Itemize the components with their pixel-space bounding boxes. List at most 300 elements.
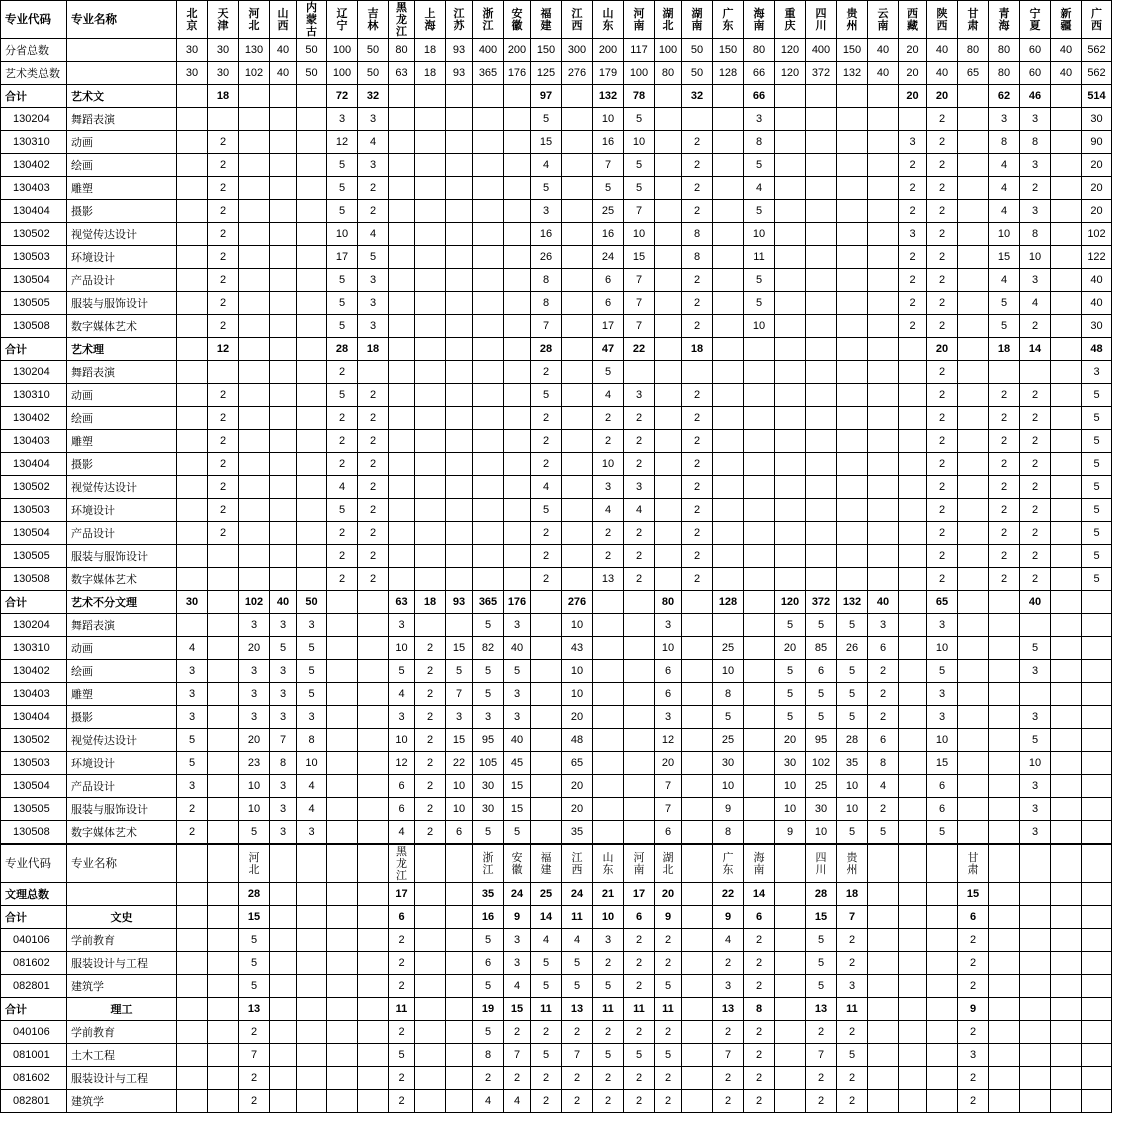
cell: 28 <box>531 338 562 361</box>
cell: 2 <box>958 952 989 975</box>
row-code: 130504 <box>1 522 67 545</box>
row-major-name: 数字媒体艺术 <box>67 821 177 844</box>
cell: 2 <box>989 568 1020 591</box>
cell <box>504 315 531 338</box>
row-code: 130508 <box>1 821 67 844</box>
cell: 8 <box>1020 223 1051 246</box>
cell: 132 <box>837 591 868 614</box>
cell-empty <box>1051 906 1082 929</box>
row-code: 130402 <box>1 660 67 683</box>
cell: 5 <box>531 177 562 200</box>
cell <box>744 614 775 637</box>
cell <box>899 108 927 131</box>
cell <box>562 154 593 177</box>
cell <box>624 752 655 775</box>
cell: 4 <box>389 683 415 706</box>
cell <box>1082 637 1112 660</box>
cell <box>837 476 868 499</box>
cell: 6 <box>927 798 958 821</box>
cell: 32 <box>682 85 713 108</box>
cell <box>389 154 415 177</box>
cell <box>899 752 927 775</box>
cell <box>775 200 806 223</box>
cell: 2 <box>531 545 562 568</box>
cell: 6 <box>593 292 624 315</box>
cell: 2 <box>389 1067 415 1090</box>
cell: 2 <box>208 476 239 499</box>
cell-empty <box>177 975 208 998</box>
cell <box>358 660 389 683</box>
cell: 2 <box>531 361 562 384</box>
cell <box>958 591 989 614</box>
cell <box>868 269 899 292</box>
cell: 2 <box>682 407 713 430</box>
cell <box>1051 775 1082 798</box>
cell: 16 <box>593 223 624 246</box>
cell: 2 <box>655 952 682 975</box>
cell: 10 <box>593 453 624 476</box>
cell: 2 <box>593 545 624 568</box>
cell: 5 <box>389 1044 415 1067</box>
cell <box>270 384 297 407</box>
cell <box>297 453 327 476</box>
cell <box>562 476 593 499</box>
header-province-16: 湖 北 <box>655 1 682 39</box>
cell-empty <box>177 998 208 1021</box>
cell: 10 <box>297 752 327 775</box>
cell-empty <box>868 975 899 998</box>
cell: 80 <box>389 39 415 62</box>
cell <box>899 499 927 522</box>
cell <box>531 614 562 637</box>
cell: 40 <box>1020 591 1051 614</box>
cell: 30 <box>177 591 208 614</box>
cell <box>177 476 208 499</box>
row-code: 合计 <box>1 338 67 361</box>
row-code: 130402 <box>1 154 67 177</box>
cell-empty <box>868 883 899 906</box>
cell <box>899 729 927 752</box>
cell <box>389 568 415 591</box>
cell <box>415 200 446 223</box>
cell <box>239 338 270 361</box>
cell <box>682 798 713 821</box>
row-major-name: 摄影 <box>67 200 177 223</box>
cell <box>415 522 446 545</box>
cell <box>446 545 473 568</box>
cell: 2 <box>208 292 239 315</box>
cell <box>899 568 927 591</box>
cell-empty <box>297 1067 327 1090</box>
cell <box>958 407 989 430</box>
cell <box>1051 752 1082 775</box>
table-row <box>1 906 1112 929</box>
cell: 5 <box>806 929 837 952</box>
header2-spacer <box>899 845 927 883</box>
cell <box>358 752 389 775</box>
cell: 4 <box>389 821 415 844</box>
cell <box>270 545 297 568</box>
cell <box>899 660 927 683</box>
cell <box>415 361 446 384</box>
header2-spacer <box>989 845 1020 883</box>
cell: 2 <box>624 430 655 453</box>
cell <box>713 108 744 131</box>
cell <box>1082 798 1112 821</box>
table-row <box>1 338 1112 361</box>
cell <box>713 430 744 453</box>
cell <box>682 591 713 614</box>
cell-empty <box>297 952 327 975</box>
cell <box>389 430 415 453</box>
cell-empty <box>297 883 327 906</box>
cell: 2 <box>593 1090 624 1113</box>
cell-empty <box>1020 1044 1051 1067</box>
row-code: 130310 <box>1 131 67 154</box>
cell: 10 <box>744 223 775 246</box>
cell <box>958 384 989 407</box>
cell: 3 <box>239 660 270 683</box>
table-row <box>1 1067 1112 1090</box>
cell <box>713 384 744 407</box>
cell <box>1082 752 1112 775</box>
cell <box>958 85 989 108</box>
cell <box>358 706 389 729</box>
cell <box>473 292 504 315</box>
cell <box>446 200 473 223</box>
cell <box>504 269 531 292</box>
cell: 85 <box>806 637 837 660</box>
cell-empty <box>446 952 473 975</box>
cell-empty <box>415 929 446 952</box>
header-province-3: 山 西 <box>270 1 297 39</box>
table-row <box>1 775 1112 798</box>
cell: 5 <box>624 1044 655 1067</box>
cell: 2 <box>1020 430 1051 453</box>
cell: 40 <box>927 62 958 85</box>
cell: 2 <box>837 952 868 975</box>
cell: 5 <box>655 975 682 998</box>
row-major-name: 艺术理 <box>67 338 177 361</box>
cell <box>837 131 868 154</box>
cell: 2 <box>208 200 239 223</box>
cell: 10 <box>327 223 358 246</box>
cell <box>775 223 806 246</box>
cell: 5 <box>1020 637 1051 660</box>
cell-empty <box>446 975 473 998</box>
cell: 46 <box>1020 85 1051 108</box>
cell: 5 <box>989 292 1020 315</box>
cell <box>655 223 682 246</box>
header2-spacer <box>682 845 713 883</box>
cell: 3 <box>327 108 358 131</box>
cell-empty <box>1051 1044 1082 1067</box>
cell-empty <box>927 1021 958 1044</box>
cell: 5 <box>744 269 775 292</box>
cell: 20 <box>562 706 593 729</box>
row-major-name <box>67 883 177 906</box>
cell <box>270 315 297 338</box>
cell: 5 <box>504 821 531 844</box>
cell <box>270 154 297 177</box>
cell: 10 <box>744 315 775 338</box>
cell <box>1051 131 1082 154</box>
table-row <box>1 62 1112 85</box>
cell: 10 <box>1020 246 1051 269</box>
cell: 2 <box>927 499 958 522</box>
cell <box>358 798 389 821</box>
cell: 5 <box>473 821 504 844</box>
table-row <box>1 998 1112 1021</box>
cell: 10 <box>989 223 1020 246</box>
cell <box>958 269 989 292</box>
cell <box>1082 775 1112 798</box>
header2-spacer <box>446 845 473 883</box>
cell: 3 <box>504 952 531 975</box>
cell <box>655 85 682 108</box>
cell <box>958 821 989 844</box>
cell: 2 <box>989 453 1020 476</box>
cell: 18 <box>837 883 868 906</box>
cell: 3 <box>713 975 744 998</box>
table-row <box>1 660 1112 683</box>
cell: 4 <box>624 499 655 522</box>
header-province-21: 四 川 <box>806 1 837 39</box>
cell <box>958 614 989 637</box>
cell <box>1051 223 1082 246</box>
cell-empty <box>927 883 958 906</box>
cell: 5 <box>593 1044 624 1067</box>
cell <box>270 407 297 430</box>
table-row <box>1 522 1112 545</box>
cell <box>297 85 327 108</box>
cell: 130 <box>239 39 270 62</box>
cell <box>1082 706 1112 729</box>
cell <box>624 683 655 706</box>
cell <box>562 499 593 522</box>
cell: 2 <box>744 1067 775 1090</box>
cell: 5 <box>989 315 1020 338</box>
cell: 48 <box>1082 338 1112 361</box>
cell: 3 <box>655 706 682 729</box>
second-header-row <box>1 845 1112 883</box>
cell: 5 <box>624 154 655 177</box>
cell: 3 <box>1020 821 1051 844</box>
cell: 2 <box>208 315 239 338</box>
cell: 50 <box>682 39 713 62</box>
cell: 5 <box>327 499 358 522</box>
cell-empty <box>989 1044 1020 1067</box>
cell <box>473 545 504 568</box>
cell: 5 <box>358 246 389 269</box>
cell <box>327 798 358 821</box>
cell <box>958 154 989 177</box>
row-major-name: 动画 <box>67 384 177 407</box>
cell <box>989 361 1020 384</box>
cell: 102 <box>806 752 837 775</box>
cell <box>713 292 744 315</box>
cell: 2 <box>415 683 446 706</box>
cell-empty <box>327 975 358 998</box>
cell: 5 <box>239 952 270 975</box>
cell <box>682 660 713 683</box>
cell <box>593 821 624 844</box>
cell <box>473 85 504 108</box>
cell: 90 <box>1082 131 1112 154</box>
cell: 2 <box>927 384 958 407</box>
cell: 93 <box>446 591 473 614</box>
cell <box>958 545 989 568</box>
cell <box>1051 361 1082 384</box>
cell <box>531 798 562 821</box>
cell-empty <box>1082 929 1112 952</box>
cell: 7 <box>531 315 562 338</box>
cell <box>208 683 239 706</box>
header-province-18: 广 东 <box>713 1 744 39</box>
cell-empty <box>868 998 899 1021</box>
cell: 2 <box>624 975 655 998</box>
cell <box>239 453 270 476</box>
cell: 20 <box>899 62 927 85</box>
cell <box>989 706 1020 729</box>
cell-empty <box>177 1067 208 1090</box>
cell: 10 <box>775 775 806 798</box>
row-code: 合计 <box>1 906 67 929</box>
cell: 32 <box>358 85 389 108</box>
cell: 2 <box>531 522 562 545</box>
cell-empty <box>989 929 1020 952</box>
cell-empty <box>775 998 806 1021</box>
cell: 2 <box>327 430 358 453</box>
cell: 6 <box>655 821 682 844</box>
cell <box>806 384 837 407</box>
cell: 20 <box>927 85 958 108</box>
cell: 15 <box>806 906 837 929</box>
cell <box>177 177 208 200</box>
cell: 17 <box>389 883 415 906</box>
row-code: 130204 <box>1 361 67 384</box>
cell: 562 <box>1082 39 1112 62</box>
cell: 2 <box>927 568 958 591</box>
cell: 2 <box>655 1021 682 1044</box>
cell <box>177 361 208 384</box>
cell: 2 <box>682 545 713 568</box>
cell <box>504 522 531 545</box>
cell <box>389 177 415 200</box>
cell <box>989 660 1020 683</box>
cell <box>415 108 446 131</box>
cell-empty <box>208 1044 239 1067</box>
cell: 40 <box>1051 39 1082 62</box>
cell <box>958 775 989 798</box>
cell: 2 <box>958 929 989 952</box>
cell <box>899 476 927 499</box>
cell: 2 <box>927 476 958 499</box>
cell: 11 <box>593 998 624 1021</box>
table-row <box>1 637 1112 660</box>
cell: 2 <box>415 706 446 729</box>
cell: 5 <box>806 975 837 998</box>
cell: 3 <box>899 223 927 246</box>
header2-province-12: 贵 州 <box>837 845 868 883</box>
cell <box>713 154 744 177</box>
cell <box>297 568 327 591</box>
header2-spacer <box>1082 845 1112 883</box>
cell: 2 <box>239 1021 270 1044</box>
cell-empty <box>415 906 446 929</box>
cell <box>1082 683 1112 706</box>
cell <box>1051 338 1082 361</box>
cell <box>682 775 713 798</box>
cell: 5 <box>177 752 208 775</box>
cell-empty <box>1020 975 1051 998</box>
row-major-name: 绘画 <box>67 154 177 177</box>
cell <box>868 568 899 591</box>
row-major-name: 建筑学 <box>67 975 177 998</box>
cell <box>504 338 531 361</box>
cell: 2 <box>927 292 958 315</box>
cell <box>504 154 531 177</box>
cell: 50 <box>682 62 713 85</box>
cell <box>837 384 868 407</box>
cell <box>504 108 531 131</box>
cell: 3 <box>1020 706 1051 729</box>
cell: 10 <box>593 906 624 929</box>
table-row <box>1 131 1112 154</box>
cell: 2 <box>744 1044 775 1067</box>
row-major-name: 动画 <box>67 637 177 660</box>
cell: 10 <box>446 798 473 821</box>
cell <box>958 499 989 522</box>
cell <box>713 315 744 338</box>
cell: 12 <box>655 729 682 752</box>
header2-province-4: 福 建 <box>531 845 562 883</box>
cell-empty <box>208 906 239 929</box>
cell: 6 <box>655 660 682 683</box>
cell: 22 <box>446 752 473 775</box>
cell: 10 <box>713 775 744 798</box>
cell-empty <box>989 1067 1020 1090</box>
row-code: 130502 <box>1 729 67 752</box>
cell: 7 <box>624 315 655 338</box>
cell: 10 <box>927 729 958 752</box>
cell <box>958 200 989 223</box>
table-row <box>1 246 1112 269</box>
cell <box>1082 729 1112 752</box>
cell <box>624 361 655 384</box>
cell: 30 <box>806 798 837 821</box>
cell: 2 <box>358 476 389 499</box>
cell: 13 <box>562 998 593 1021</box>
cell <box>989 614 1020 637</box>
cell: 2 <box>624 568 655 591</box>
cell <box>415 545 446 568</box>
cell <box>531 821 562 844</box>
cell <box>837 453 868 476</box>
cell <box>744 522 775 545</box>
cell <box>1051 729 1082 752</box>
cell: 18 <box>682 338 713 361</box>
cell: 5 <box>473 975 504 998</box>
cell: 2 <box>415 775 446 798</box>
cell: 3 <box>1020 200 1051 223</box>
cell <box>899 338 927 361</box>
cell <box>713 177 744 200</box>
cell <box>1020 614 1051 637</box>
cell <box>446 177 473 200</box>
cell <box>415 338 446 361</box>
cell <box>1051 637 1082 660</box>
